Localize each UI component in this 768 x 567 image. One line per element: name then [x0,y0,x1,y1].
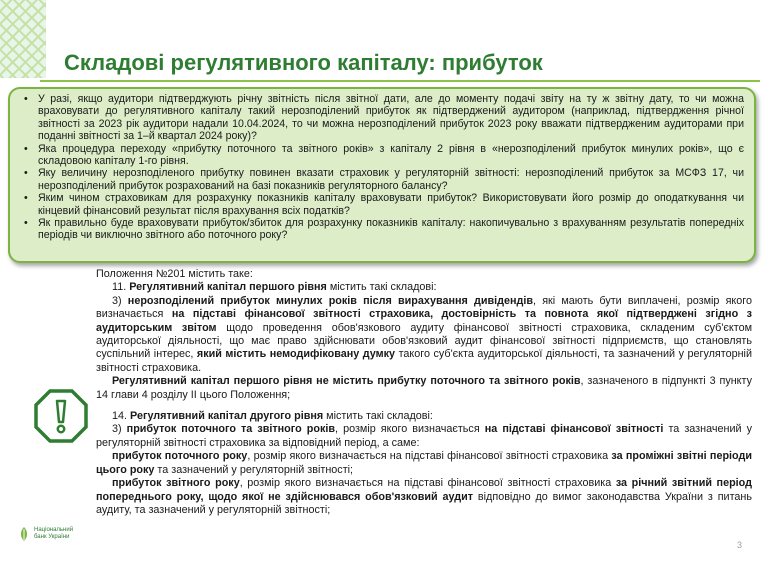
clause-exclusion: Регулятивний капітал першого рівня не містить прибутку поточного та звітного років, зазначеного в підпункті 3 пункту 14 глави 4 розділу II цього Положення; [96,375,752,401]
corner-pattern-decoration [0,0,46,78]
question-item: • Яка процедура переходу «прибутку поточного та звітного років» з капіталу 2 рівня в «нерозподілений прибуток минулих років», що є складовою капіталу 1-го рівня. [38,143,744,168]
regulation-excerpt [96,268,752,517]
nbu-logo-text: Національний банк України [34,527,74,540]
question-item: • Як правильно буде враховувати прибуток/збиток для розрахунку показників капіталу: накопичувально з врахуванням результатів попередніх періодів чи виключно звітного або поточного року? [38,217,744,242]
nbu-logo-icon [18,526,30,542]
page-number: 3 [736,540,742,550]
clause-reporting-year: прибуток звітного року, розмір якого визначається на підставі фінансової звітності страховика за річний звітний період попереднього року, щодо якої не здійснювався обов'язковий аудит відповідно до вимог законодавства України з питань аудиту, та зазначений у регуляторній звітності; [96,477,753,516]
clause-14: 14. Регулятивний капітал другого рівня містить такі складові: [112,410,433,423]
questions-box [8,87,756,263]
warning-octagon-icon [34,389,88,443]
nbu-logo [18,526,73,542]
title-divider [40,80,760,82]
question-item: • Яким чином страховикам для розрахунку показників капіталу враховувати прибуток? Використовувати його розмір до оподаткування чи кінцевий фінансовий результат після врахування всіх податків? [38,192,744,217]
clause-11-3: 3) нерозподілений прибуток минулих років після вирахування дивідендів, які мають бути виплачені, розмір якого визначається на підставі фінансової звітності страховика, достовірність та повнота якої підтверджені згідно з аудиторським звітом щодо проведення обов'язкового аудиту фінансової звітності страховика, складеним суб'єктом аудиторської діяльності, що має право здійснювати обов'язковий аудит фінансової звітності підприємств, що становлять суспільний інтерес, який містить немодифіковану думку такого суб'єкта аудиторської діяльності, та зазначений у регуляторній звітності страховика. [96,294,753,374]
clause-11: 11. Регулятивний капітал першого рівня містить такі складові: [112,281,437,294]
intro-line: Положення №201 містить таке: [96,268,253,280]
questions-list [20,93,744,242]
clause-14-3: 3) прибуток поточного та звітного років, розмір якого визначається на підставі фінансової звітності та зазначений у регуляторній звітності страховика за відповідний період, а саме: [96,423,752,449]
question-item: • У разі, якщо аудитори підтверджують річну звітність після звітної дати, але до моменту подачі звіту на ту ж звітну дату, то чи можна враховувати до регулятивного капіталу такий нерозподілений прибуток як підтверджений аудитором (наприклад, підтвердження річної звітності за 2023 рік аудитори надали 10.04.2024, то чи можна нерозподілений прибуток 2023 року вважати підтвердженим аудиторами при поданні звітності за 1–й квартал 2024 року)? [38,93,744,143]
question-item: • Яку величину нерозподіленого прибутку повинен вказати страховик у регуляторній звітності: нерозподілений прибуток за МСФЗ 17, чи нерозподілений прибуток розрахований на базі показників регуляторного балансу? [38,167,744,192]
clause-current-year: прибуток поточного року, розмір якого визначається на підставі фінансової звітності страховика за проміжні звітні періоди цього року та зазначений у регуляторній звітності; [96,450,752,476]
page-title: Складові регулятивного капіталу: прибуток [64,50,543,75]
